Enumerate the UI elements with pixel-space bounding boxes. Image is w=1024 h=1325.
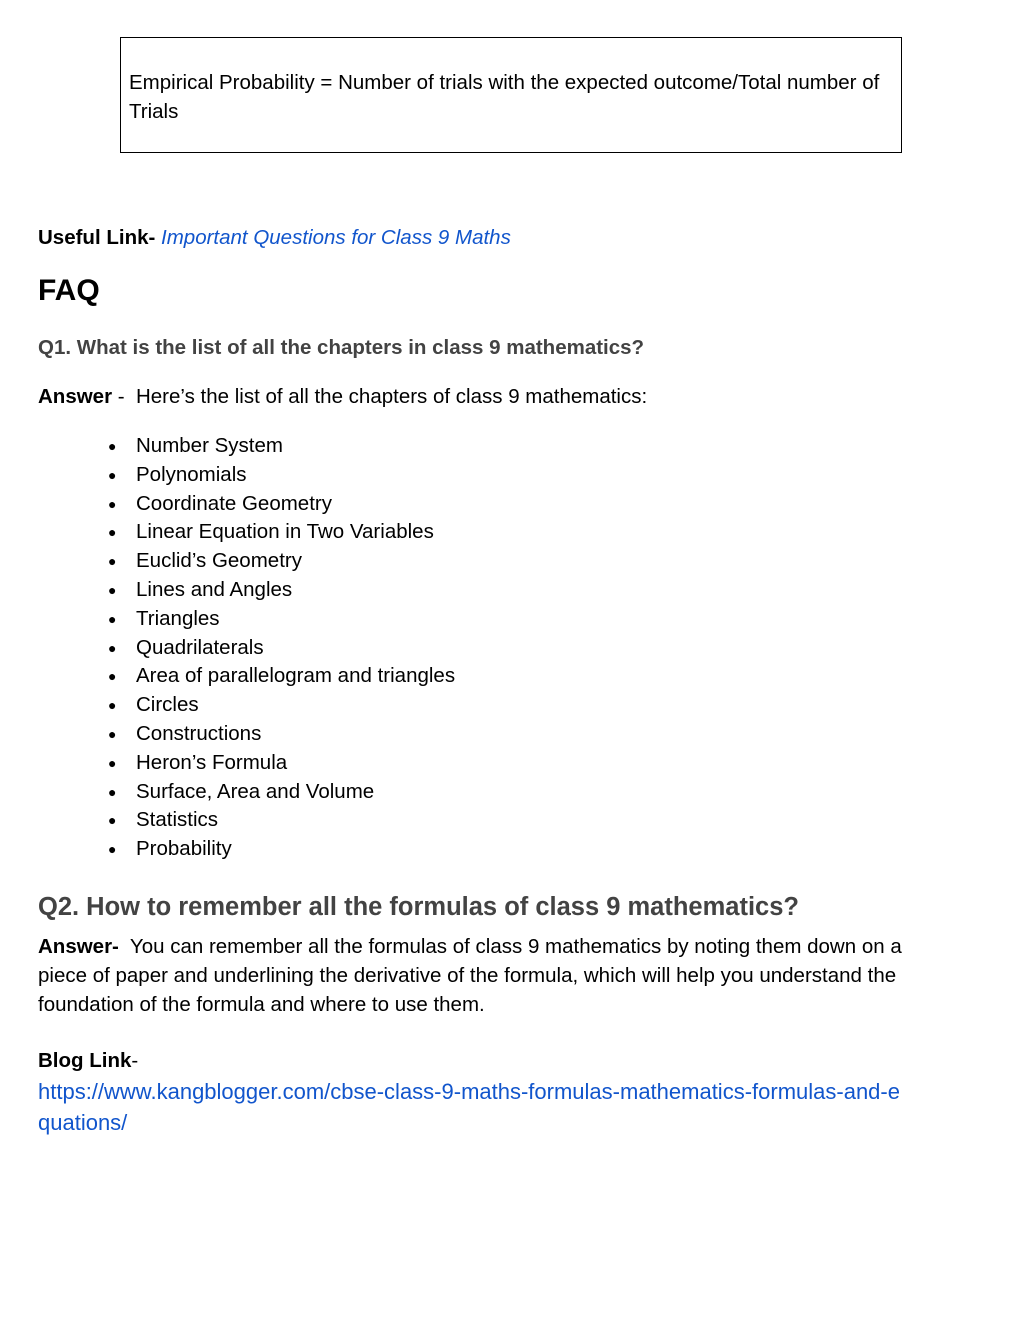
useful-link-label: Useful Link-	[38, 226, 156, 249]
bullet-icon: ●	[108, 524, 117, 541]
blog-link-label: Blog Link	[38, 1049, 132, 1072]
bullet-icon: ●	[108, 783, 117, 800]
bullet-icon: ●	[108, 725, 117, 742]
answer-2	[38, 932, 918, 1019]
bullet-icon: ●	[108, 466, 117, 483]
bullet-icon: ●	[108, 754, 117, 771]
bullet-icon: ●	[108, 697, 117, 714]
question-2-heading: Q2. How to remember all the formulas of class 9 mathematics?	[38, 893, 799, 921]
formula-box	[120, 37, 902, 153]
bullet-icon: ●	[108, 495, 117, 512]
answer-1	[38, 383, 647, 411]
useful-link-line	[38, 224, 511, 252]
faq-heading: FAQ	[38, 274, 100, 307]
bullet-icon: ●	[108, 668, 117, 685]
bullet-icon: ●	[108, 438, 117, 454]
blog-url-link[interactable]: https://www.kangblogger.com/cbse-class-9-maths-formulas-mathematics-formulas-and-equations/	[38, 1079, 900, 1135]
bullet-icon: ●	[108, 553, 117, 570]
blog-link-dash: -	[131, 1049, 139, 1072]
formula-text: Empirical Probability = Number of trials with the expected outcome/Total number of Trials	[129, 71, 880, 123]
question-1-heading: Q1. What is the list of all the chapters in class 9 mathematics?	[38, 336, 645, 359]
answer-1-text: - Here’s the list of all the chapters of class 9 mathematics:	[112, 385, 648, 408]
bullet-icon: ●	[108, 812, 117, 829]
bullet-icon: ●	[108, 841, 117, 858]
blog-link-line	[38, 1047, 138, 1075]
answer-2-label: Answer-	[38, 935, 119, 958]
answer-1-label: Answer	[38, 385, 113, 408]
answer-2-text: You can remember all the formulas of class 9 mathematics by noting them down on a piece of paper and underlining the derivative of the formula, which will help you understand the foundation of the formula and where to use them.	[38, 935, 908, 1016]
bullet-icon: ●	[108, 610, 117, 627]
important-questions-link[interactable]: Important Questions for Class 9 Maths	[161, 226, 511, 249]
bullet-icon: ●	[108, 639, 117, 656]
bullet-icon: ●	[108, 581, 117, 598]
